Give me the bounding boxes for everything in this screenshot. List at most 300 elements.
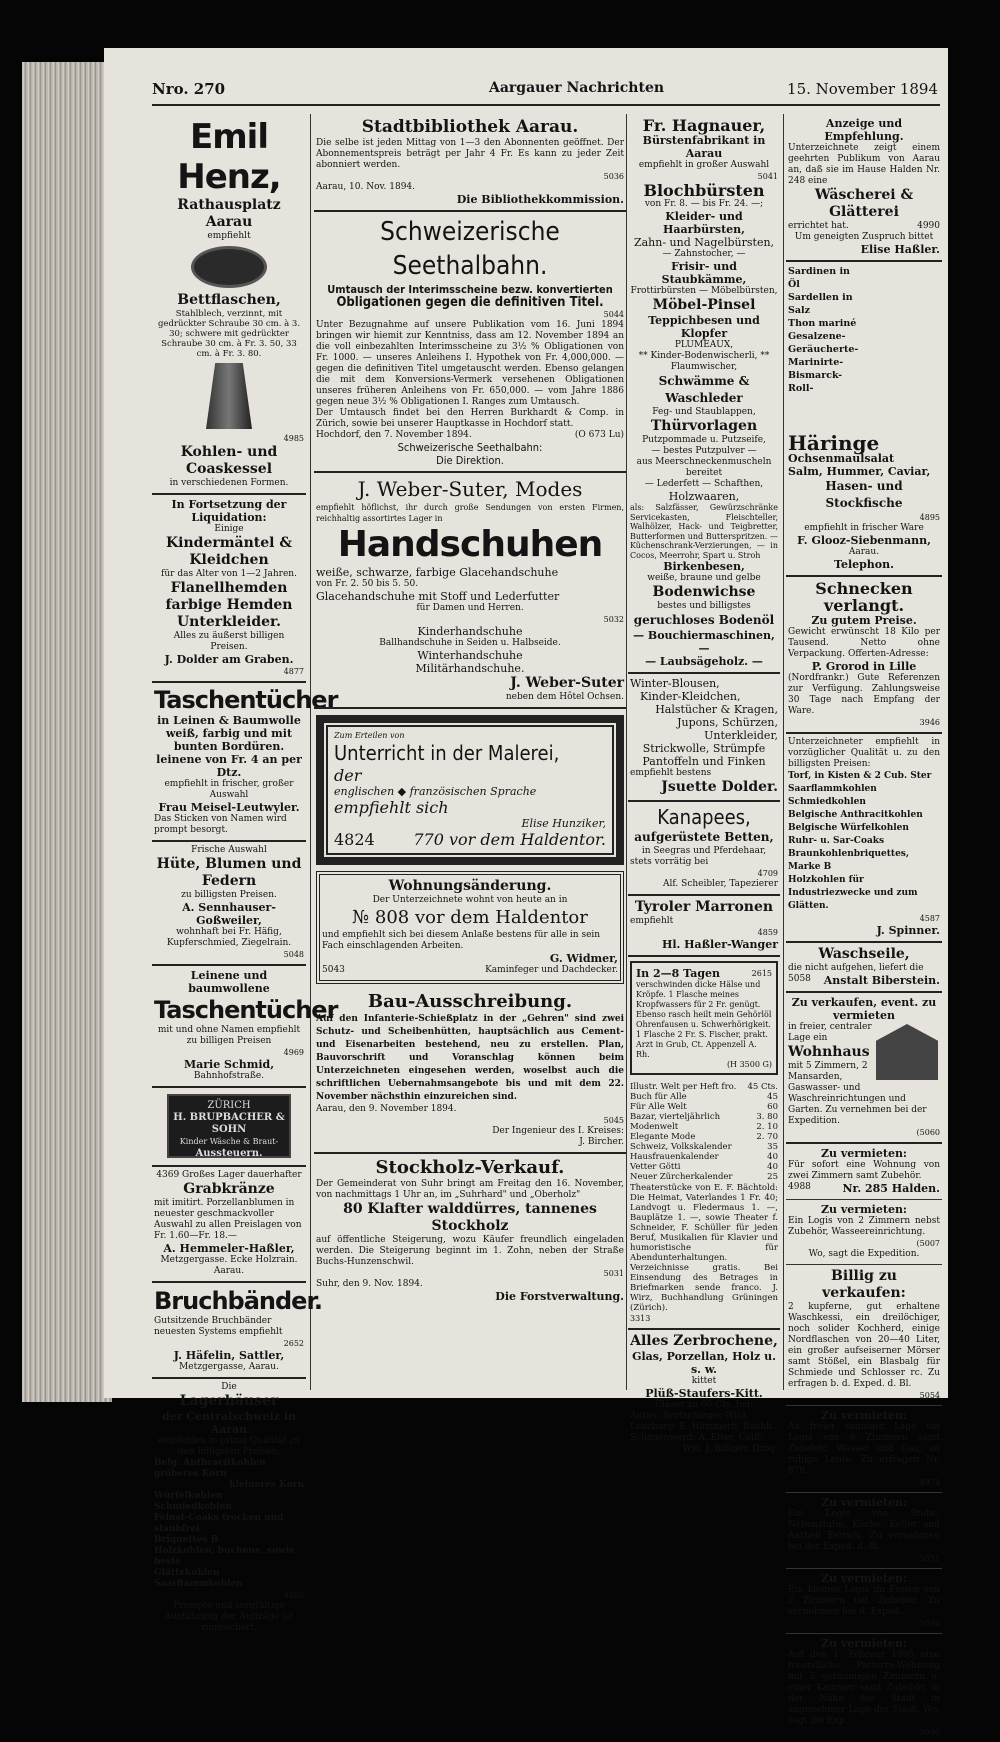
- ad-item: Bodenwichse: [652, 584, 756, 600]
- price-value: 40: [767, 1152, 778, 1162]
- ad-text: verschwinden dicke Hälse und Kröpfe. 1 Flasche meines Kropfwassers für 2 Fr. genügt. Ebenso rasch heilt mein Gehörlöl Ohrenfausen u. Schwerhörigkeit. 1 Flasche 2 Fr. S. Fischer, prakt. Arzt in Grub, Ct. Appenzell A. Rh.: [636, 980, 772, 1059]
- ad-title: Stockholz-Verkauf.: [375, 1157, 565, 1178]
- ad-item: Strickwolle, Strümpfe: [642, 742, 766, 755]
- ad-title: Bau-Ausschreibung.: [367, 991, 573, 1012]
- ad-signature: J. Dolder am Graben.: [164, 653, 294, 666]
- ad-headline: Wäscherei & Glätterei: [814, 187, 914, 220]
- product-list: [788, 770, 940, 913]
- ad-item: Birkenbesen,: [663, 560, 745, 573]
- ad-headline: 80 Klafter walddürres, tannenes Stockholz: [343, 1201, 597, 1234]
- ad-item: Holzwaaren,: [668, 490, 740, 503]
- ad-title: Kanapees,: [657, 805, 751, 829]
- column-2: [314, 114, 626, 1390]
- price-row: [630, 1172, 778, 1182]
- ad-number: 5044: [603, 310, 624, 319]
- ad-title: J. Weber-Suter, Modes: [357, 477, 583, 501]
- ad-verkaufen: [786, 1265, 942, 1406]
- price-item: Bazar, vierteljährlich: [630, 1112, 721, 1122]
- ad-text: empfiehlt: [207, 231, 251, 241]
- ad-price-list: [628, 1079, 780, 1330]
- ad-text: von Fr. 2. 50 bis 5. 50.: [316, 579, 419, 589]
- ad-wohnhaus: [786, 993, 942, 1144]
- ad-item: Feg- und Staublappen,: [652, 407, 756, 417]
- ad-item: Teppichbesen und Klopfer: [648, 314, 760, 340]
- ad-subtitle: Zu gutem Preise.: [811, 614, 917, 627]
- ad-lagerhaeuser: [152, 1379, 306, 1638]
- ad-text: in Leinen & Baumwolle weiß, farbig und mit bunten Bordüren.: [157, 714, 301, 753]
- ad-item: Putzpommade u. Putzseife,: [642, 435, 766, 445]
- ad-title: Stadtbibliothek Aarau.: [361, 117, 579, 137]
- ad-number: 5043: [322, 965, 345, 975]
- ad-number: 5054: [919, 1391, 940, 1400]
- ad-number: 4985: [283, 434, 304, 443]
- ad-footer: [334, 830, 606, 849]
- ad-text: Auf den Infanterie-Schießplatz in der „Gehren" sind zwei Schutz- und Scheibenhütten, hauptsächlich aus Cement- und Eisenarbeiten bestehend, neu zu erstellen. Plan, Bauvorschrift und Voranschlag können beim Unterzeichneten eingesehen werden, woselbst auch die schriftlichen Uebernahmsangebote bis und mit dem 22. November nächsthin einzureichen sind.: [316, 1014, 624, 1102]
- ad-title: Schweizerische Seethalbahn.: [380, 217, 560, 281]
- ad-title: Zu vermieten:: [821, 1572, 907, 1585]
- ad-item: Bettflaschen,: [177, 292, 281, 308]
- product-item: Braunkohlenbriquettes, Marke B: [788, 849, 909, 872]
- ad-number: 4587: [919, 914, 940, 923]
- ad-title: Zu vermieten:: [821, 1637, 907, 1650]
- ad-vermieten-5: [786, 1569, 942, 1634]
- ad-subtitle: englischen ◆ französischen Sprache: [334, 785, 537, 798]
- ad-signature: Die Forstverwaltung.: [495, 1290, 624, 1303]
- ad-text: Kaminfeger und Dachdecker.: [485, 965, 618, 975]
- ad-number: (5007: [916, 1239, 940, 1248]
- ad-text: als: Salzfässer, Gewürzschränke Servicekasten, Fleischteller, Walhölzer, Hack- und Teigbretter, Butterformen und Butterspritzen. — Küchenschrank-Verzierungen, — in Cocos, Meerrohr, Spart u. Stroh: [630, 503, 778, 560]
- price-value: 45 Cts.: [747, 1082, 778, 1092]
- logo-text: Aussteuern.: [195, 1148, 263, 1159]
- ad-item: Jupons, Schürzen,: [677, 716, 778, 729]
- ad-number: 4969: [283, 1048, 304, 1057]
- ad-text: kittet: [691, 1376, 717, 1386]
- ad-headline: Blochbürsten: [643, 181, 765, 200]
- ad-headline: Handschuhen: [337, 524, 603, 565]
- ad-text: Wo, sagt die Expedition.: [808, 1249, 920, 1259]
- ad-item: farbige Hemden: [165, 597, 293, 613]
- price-item: Schweiz, Volkskalender: [630, 1142, 732, 1152]
- ad-number: 4988: [788, 1182, 811, 1192]
- product-item: Feinst-Coaks trocken und staubfrei: [154, 1513, 284, 1534]
- ad-text: Gläser zu 60 Cts. bei:: [654, 1400, 754, 1410]
- ad-title: Anzeige und Empfehlung.: [824, 117, 904, 143]
- price-item: Neuer Zürcherkalender: [630, 1172, 733, 1182]
- ad-text: Alles zu äußerst billigen Preisen.: [173, 631, 285, 652]
- ad-date: Aarau, 10. Nov. 1894.: [316, 182, 416, 192]
- ad-item: Unterkleider.: [176, 614, 282, 630]
- ad-item: Militärhandschuhe.: [415, 662, 525, 675]
- ad-text: Die selbe ist jeden Mittag von 1—3 den Abonnenten geöffnet. Der Abonnementspreis beträgt per Jahr 4 Fr. Es kann zu jeder Zeit abonniert werden.: [316, 138, 624, 170]
- ad-spinner: [786, 734, 942, 943]
- ad-text: in Seegras und Pferdehaar,: [641, 846, 767, 856]
- ad-signature: G. Widmer,: [549, 952, 618, 965]
- ad-item: Kinderhandschuhe: [417, 625, 523, 638]
- price-row: [630, 1122, 778, 1132]
- ad-item: Winterhandschuhe: [417, 649, 523, 662]
- ad-text: die nicht aufgehen, liefert die: [788, 963, 924, 973]
- brupbacher-logo: [167, 1094, 291, 1158]
- ad-item: bestes und billigstes: [657, 601, 751, 611]
- ad-headline: Häringe: [788, 431, 880, 455]
- ad-vermieten-6: [786, 1634, 942, 1742]
- ad-subtitle: der Centralschweiz in Aarau: [161, 1410, 297, 1436]
- ad-address: 770 vor dem Haldentor.: [413, 830, 606, 849]
- ad-item: Ballhandschuhe in Seiden u. Halbseide.: [379, 638, 561, 648]
- price-row: [630, 1112, 778, 1122]
- ad-headline: Wohnhaus: [788, 1044, 870, 1060]
- ad-item: Schwämme & Waschleder: [658, 374, 750, 405]
- price-row: [630, 1092, 778, 1102]
- product-item: Geräucherte-: [788, 344, 859, 355]
- issue-date: 15. November 1894: [787, 80, 938, 98]
- ad-item: Ochsenmaulsalat: [788, 452, 895, 465]
- ad-number: 3313: [630, 1314, 651, 1323]
- product-item: Roll-: [788, 383, 814, 394]
- price-value: 40: [767, 1162, 778, 1172]
- ad-signature: F. Glooz-Siebenmann,: [797, 534, 931, 547]
- ad-number: 2652: [283, 1339, 304, 1348]
- ad-text: Der Unterzeichnete wohnt von heute an in: [372, 895, 568, 905]
- ad-henz: [152, 114, 306, 495]
- ad-text: Ein kleines Logis im Freien von 2 Zimmern mit Zubehör. Zu vernehmen bei d. Exped.: [788, 1585, 940, 1617]
- column-divider: [310, 114, 311, 1390]
- ad-wohnungsaenderung: [316, 871, 624, 984]
- ad-item: Thürvorlagen: [650, 418, 758, 434]
- price-item: Buch für Alle: [630, 1092, 687, 1102]
- ad-taschentuecher: [152, 683, 338, 842]
- ad-bruchbaender: [152, 1283, 322, 1379]
- ad-number: 5045: [603, 1116, 624, 1125]
- ad-huete: [152, 842, 306, 966]
- ad-signature: A. Sennhauser-Goßweiler,: [182, 901, 276, 927]
- ad-title: Lagerhäuser: [179, 1393, 279, 1409]
- ad-text: für Damen und Herren.: [416, 603, 524, 613]
- ad-headline: Plüß-Staufers-Kitt.: [645, 1387, 763, 1400]
- ad-number: 4709: [757, 869, 778, 878]
- ad-text: empfiehlt sich: [334, 798, 449, 817]
- ad-date: Suhr, den 9. Nov. 1894.: [316, 1279, 423, 1289]
- ad-vermieten-1: [786, 1144, 942, 1200]
- price-item: Elegante Mode: [630, 1132, 696, 1142]
- logo-text: H. BRUPBACHER & SOHN: [173, 1112, 285, 1135]
- ad-stockholz: [314, 1154, 626, 1307]
- ad-haeringe: [786, 262, 942, 577]
- price-value: 25: [767, 1172, 778, 1182]
- ad-number: 5032: [603, 615, 624, 624]
- ad-title: Zu vermieten:: [821, 1409, 907, 1422]
- ad-row: [788, 221, 940, 232]
- ad-dateline: [316, 430, 624, 441]
- ad-title: Fr. Hagnauer,: [642, 116, 766, 135]
- newspaper-title: Aargauer Nachrichten: [489, 80, 665, 96]
- ad-text: zu billigsten Preisen.: [181, 890, 277, 900]
- ad-title: Alles Zerbrochene,: [630, 1333, 778, 1349]
- product-item: Sardellen in Salz: [788, 292, 853, 316]
- ad-heading-row: [636, 967, 772, 980]
- ad-text: mit und ohne Namen empfiehlt zu billigen Preisen: [157, 1025, 301, 1046]
- ad-title: Zu vermieten:: [821, 1496, 907, 1509]
- ad-title: Zu vermieten:: [821, 1147, 907, 1160]
- price-item: Vetter Götti: [630, 1162, 681, 1172]
- price-value: 2. 10: [756, 1122, 778, 1132]
- ad-headline: № 808 vor dem Haldentor: [352, 907, 588, 928]
- ad-text: Metzgergasse, Aarau.: [179, 1362, 279, 1372]
- ad-text: empfiehlt in großer Auswahl: [638, 160, 770, 170]
- ad-number: 5090: [919, 1728, 940, 1737]
- ad-number: 5048: [283, 950, 304, 959]
- ad-text: Um geneigten Zuspruch bittet: [794, 232, 934, 242]
- ad-text: Aarau: Bertschinger-Wild.: [630, 1411, 749, 1421]
- column-4: [786, 114, 942, 1737]
- ad-text: 4369 Großes Lager dauerhafter: [156, 1170, 302, 1180]
- ad-text: empfiehlt: [630, 916, 674, 926]
- ad-seethalbahn: [314, 212, 626, 473]
- product-item: Briquettes B: [154, 1535, 219, 1545]
- ad-item: Winter-Blousen,: [630, 677, 720, 690]
- ad-marronen: [628, 896, 780, 957]
- ad-item: PLUMEAUX,: [674, 340, 734, 350]
- product-item: Saarflammkohlen: [154, 1579, 243, 1589]
- product-list: [154, 1458, 304, 1590]
- book-page-edges: [22, 62, 112, 1402]
- ad-text: neben dem Hôtel Ochsen.: [505, 692, 624, 702]
- price-item: Illustr. Welt per Heft fro.: [630, 1082, 737, 1092]
- ad-text: Leinene und baumwollene: [188, 969, 270, 995]
- ad-vermieten-2: [786, 1200, 942, 1265]
- column-divider: [783, 114, 784, 1390]
- ad-number: 5041: [757, 172, 778, 181]
- ad-text: mit imitirt. Porzellanblumen in neuester geschmackvoller Auswahl zu allen Preislagen von Fr. 1.60—Fr. 18.—: [154, 1198, 302, 1241]
- ad-item: Halstücher & Kragen,: [655, 703, 778, 716]
- ad-item: Flaumwischer,: [670, 362, 738, 372]
- price-row: [630, 1082, 778, 1092]
- ad-text: Der Umtausch findet bei den Herren Burkhardt & Comp. in Zürich, sowie bei unserer Hauptkasse in Hochdorf statt.: [316, 408, 624, 429]
- ad-title: Billig zu verkaufen:: [822, 1268, 906, 1301]
- ad-signature: Hl. Haßler-Wanger: [661, 938, 778, 951]
- ad-text: Das Sticken von Namen wird prompt besorgt.: [154, 814, 287, 835]
- ad-signature: Frau Meisel-Leutwyler.: [158, 801, 300, 814]
- product-item: Schmiedkohlen: [154, 1502, 232, 1512]
- ad-text: errichtet hat.: [788, 221, 849, 231]
- ad-code: (5060: [916, 1128, 940, 1137]
- ad-signature: P. Grorod in Lille: [811, 660, 917, 673]
- ad-address: Rathausplatz Aarau: [177, 197, 281, 230]
- column-3: [628, 114, 780, 1454]
- product-item: Bismarck-: [788, 370, 843, 381]
- ad-signature: J. Bircher.: [579, 1137, 624, 1147]
- price-row: [630, 1152, 778, 1162]
- product-item: Würfelkohlen: [154, 1491, 223, 1501]
- product-item: Saarflammkohlen: [788, 784, 877, 794]
- ad-number: 5058: [788, 974, 811, 984]
- product-item: Ruhr- u. Sar-Coaks: [788, 836, 885, 846]
- ad-title: In Fortsetzung der Liquidation:: [171, 498, 287, 524]
- ad-text: Zum Erteilen von: [334, 731, 405, 740]
- ad-text: wohnhaft bei Fr. Häfig, Kupferschmied, Ziegelrain.: [166, 927, 292, 948]
- ad-title: Grabkränze: [183, 1181, 275, 1197]
- ad-signature: J. Spinner.: [876, 924, 940, 937]
- bed-warmer-illustration: [191, 246, 267, 288]
- product-item: kleineres Korn: [229, 1480, 304, 1490]
- ad-item: ** Kinder-Bodenwischerli, **: [638, 351, 770, 361]
- ad-number: 4895: [919, 513, 940, 522]
- ad-item: aus Meerschneckenmuscheln bereitet: [636, 457, 772, 478]
- ad-number: 5051: [919, 1554, 940, 1563]
- coal-scuttle-illustration: [206, 363, 252, 429]
- ad-title: Wohnungsänderung.: [388, 878, 552, 894]
- ad-text: und empfiehlt sich bei diesem Anlaße bestens für alle in sein Fach einschlagenden Arbeiten.: [322, 930, 601, 951]
- ad-text: Unterzeichnete zeigt einem geehrten Publikum von Aarau an, daß sie im Hause Halden Nr. 248 eine: [788, 143, 940, 186]
- product-item: Holzkohlen für Industriezwecke und zum Glätten.: [788, 875, 918, 911]
- ad-signature: Jsuette Dolder.: [661, 779, 778, 795]
- price-item: Für Alle Welt: [630, 1102, 687, 1112]
- ad-text: (Nordfrankr.) Gute Referenzen zur Verfügung. Zahlungsweise 30 Tage nach Empfang der Ware.: [788, 673, 940, 716]
- ad-item: Frisir- und Staubkämme,: [661, 260, 747, 286]
- ad-signature: J. Weber-Suter: [510, 675, 624, 691]
- ad-title: Zu verkaufen, event. zu vermieten: [791, 996, 937, 1022]
- ad-subtitle: Umtausch der Interimsscheine bezw. konvertierten: [327, 283, 613, 296]
- ad-text: Unter Bezugnahme auf unsere Publikation vom 16. Juni 1894 bringen wir hiemit zur Kenntniss, dass am 12. November 1894 an die voll einbezahlten Interimsscheine zu 3½ % Obligationen von Fr. 1000. — unseres Anleihens I. Hypothek von Fr. 4,000,000. — gegen die definitiven Titel umgetauscht werden. Ebenso gelangen die mit dem Konversions-Vermerk versehenen Obligationen unseres früheren Anleihens von Fr. 650,000. — vom Jahre 1886 gegen neue 3½ % Obligationen I. Ranges zum Umtausch.: [316, 320, 624, 407]
- price-row: [630, 1142, 778, 1152]
- logo-text: Kinder Wäsche & Braut-: [179, 1137, 279, 1146]
- price-row: [630, 1102, 778, 1112]
- ad-text: Ein Logis von 2 Zimmern nebst Zubehör, Wasseereinrichtung.: [788, 1216, 940, 1237]
- ad-text: Gewicht erwünscht 18 Kilo per Tausend. Netto ohne Verpackung. Offerten-Adresse:: [788, 627, 940, 659]
- ad-title: Taschentücher: [154, 686, 338, 714]
- ad-hagnauer: [628, 114, 780, 674]
- ad-number: 4859: [757, 928, 778, 937]
- ad-row: [788, 1182, 940, 1195]
- ad-subtitle: aufgerüstete Betten,: [634, 830, 774, 844]
- ad-title: Emil Henz,: [177, 117, 281, 197]
- ad-signature: Die Bibliothekkommission.: [456, 193, 624, 206]
- ad-winter: [628, 674, 780, 802]
- page-number: Nro. 270: [152, 80, 226, 98]
- ad-text: Metzgergasse. Ecke Holzrain. Aarau.: [160, 1255, 298, 1276]
- ad-text: der: [334, 766, 362, 785]
- ad-item: von Fr. 8. — bis Fr. 24. —;: [644, 199, 764, 209]
- ad-text: Aarau.: [848, 547, 880, 557]
- ad-signature: Alf. Scheibler, Tapezierer: [663, 879, 778, 889]
- ad-kanapees: [628, 802, 780, 896]
- price-value: 3. 80: [756, 1112, 778, 1122]
- ad-text: empfiehlt bestens: [630, 768, 712, 778]
- ad-brupbacher: [152, 1088, 306, 1167]
- ad-text: empfiehlt höflichst, ihr durch große Sendungen von ersten Firmen, reichhaltig assortirtes Lager in: [316, 503, 624, 523]
- ad-signature: J. Häfelin, Sattler,: [173, 1349, 285, 1362]
- ad-title: Schnecken verlangt.: [815, 579, 913, 615]
- ad-signature: Elise Hunziker,: [521, 817, 606, 830]
- ad-item: — Zahnstocher, —: [662, 249, 746, 259]
- ad-text: Die: [221, 1382, 237, 1392]
- ad-number: 4877: [283, 667, 304, 676]
- ad-signature: Marie Schmid,: [183, 1058, 275, 1071]
- ad-text: Der Gemeinderat von Suhr bringt am Freitag den 16. November, von nachmittags 1 Uhr an, im „Suhrhard" und „Oberholz": [316, 1179, 624, 1200]
- ad-kropf: [630, 961, 778, 1075]
- ad-number: 4990: [917, 221, 940, 231]
- ad-item: Möbel-Pinsel: [652, 297, 756, 313]
- price-value: 60: [767, 1102, 778, 1112]
- ad-signature: Der Ingenieur des I. Kreises:: [492, 1126, 624, 1136]
- ad-text: Auf den 1. Februar 1895 eine freundliche Parterre-Wohnung mit 2 geräumigen Zimmern u. einer Kammer samt Zubehör, in der Nähe der Stadt in angenehmer Lage der Stadt. Wo, sagt die Exp.: [788, 1650, 940, 1726]
- product-item: Glättekohlen: [154, 1568, 220, 1578]
- ad-text: empfiehlt in frischer Ware: [804, 523, 924, 533]
- price-value: 2. 70: [756, 1132, 778, 1142]
- ad-text: Lenzburg: E. Hämmerli, Buchh.: [630, 1422, 775, 1432]
- product-item: Sardinen in Öl: [788, 266, 850, 290]
- ad-text: mit 5 Zimmern, 2 Mansarden, Gaswasser- und Waschreinrichtungen und Garten. Zu vernehmen bei der Expedition.: [788, 1061, 927, 1126]
- ad-signature: Nr. 285 Halden.: [842, 1182, 940, 1195]
- ad-title: Waschseile,: [818, 946, 910, 962]
- ad-item: Zahn- und Nagelbürsten,: [633, 236, 775, 249]
- ad-malerei: [316, 715, 624, 865]
- product-item: Marinirte-: [788, 357, 844, 368]
- ad-signature: Die Direktion.: [436, 454, 504, 467]
- product-item: Schmiedkohlen: [788, 797, 866, 807]
- ad-schnecken: [786, 577, 942, 734]
- price-value: 45: [767, 1092, 778, 1102]
- ad-signature: A. Hemmeler-Haßler,: [163, 1242, 295, 1255]
- ad-bauausschreibung: [314, 988, 626, 1154]
- ad-vermieten-3: [786, 1406, 942, 1493]
- ad-item: Pantoffeln und Finken: [642, 755, 766, 768]
- price-item: Modenwelt: [630, 1122, 679, 1132]
- ad-item: — Lederfett — Schafthen,: [644, 479, 764, 489]
- ad-grabkraenze: [152, 1167, 306, 1283]
- ad-item: weiße, schwarze, farbige Glacehandschuhe: [316, 566, 559, 579]
- ad-number: 5094: [919, 1619, 940, 1628]
- ad-text: leinene von Fr. 4 an per Dtz.: [156, 753, 302, 779]
- ad-stadtbibliothek: [314, 114, 626, 212]
- ad-text: Prompte und sorgfältige Ausführung der Aufträge ist zugesichert.: [164, 1601, 294, 1633]
- ad-subtitle: Bürstenfabrikant in Aarau: [642, 134, 766, 160]
- ad-item: Kleider- und Haarbürsten,: [662, 210, 746, 236]
- ad-item: Frottirbürsten — Möbelbürsten,: [630, 286, 778, 296]
- logo-text: ZÜRICH: [207, 1100, 251, 1111]
- ad-item: — Laubsägeholz. —: [645, 655, 763, 668]
- ad-item: — Bouchiermaschinen, —: [633, 629, 775, 655]
- ad-text: Ein Logis von Stube, Nebenstube, Küche, Keller und Antheil Estrich. Zu vernehmen bei der Exped. d. Bl.: [788, 1509, 940, 1552]
- ad-item: Glacehandschuhe mit Stoff und Lederfutter: [316, 590, 560, 603]
- ad-text: 2 kupferne, gut erhaltene Waschkessi, ein dreilöchiger, noch solider Kochherd, einige Nordflaschen von 20—40 Liter, ein großer aufseiserner Mörser samt Stößel, ein Blasbalg für Schmiede und Schlosser rc. Zu erfragen b. d. Exped. d. Bl.: [788, 1302, 940, 1389]
- ad-item: Salm, Hummer, Caviar,: [788, 465, 931, 478]
- price-value: 35: [767, 1142, 778, 1152]
- ad-code: (O 673 Lu): [574, 430, 624, 440]
- ad-text: Gutsitzende Bruchbänder neuesten Systems empfiehlt: [154, 1316, 283, 1337]
- ad-waescherei: [786, 114, 942, 262]
- ad-text: für das Alter von 1—2 Jahren.: [161, 569, 297, 579]
- ad-title: Bruchbänder.: [154, 1287, 322, 1315]
- ad-item: Flanellhemden: [170, 580, 288, 596]
- product-list: [788, 265, 858, 395]
- column-divider: [626, 114, 627, 1390]
- ad-text: Theaterstücke von E. F. Bächtold: Die Heimat, Vaterlandes 1 Fr. 40; Landvogt u. Fledermaus 1. —, Bauplätze 1. —, sowie Theater f. Schneider, F. Schüller für jeden Beruf, Musikalien für Klavier und humoristische für Abendunterhaltungen. Verzeichnisse gratis. Bei Einsendung des Betrages in Briefmarken sende franco. J. Wirz, Buchhandlung Grüningen (Zürich).: [630, 1183, 778, 1313]
- ad-text: stets vorrätig bei: [630, 857, 709, 867]
- ad-text: Telephon.: [834, 558, 894, 571]
- product-item: Thon mariné: [788, 318, 857, 329]
- product-item: Belg. Anthracitkohlen gröberes Korn: [154, 1458, 266, 1479]
- ad-number: 5036: [603, 172, 624, 181]
- ad-number: 4824: [334, 830, 375, 849]
- ad-subtitle: Obligationen gegen die definitiven Titel.: [336, 295, 604, 310]
- ad-title: Zu vermieten:: [821, 1203, 907, 1216]
- ad-item: Kinder-Kleidchen,: [640, 690, 741, 703]
- product-item: Torf, in Kisten & 2 Cub. Ster: [788, 771, 932, 781]
- ad-zerbrochen: [628, 1330, 780, 1459]
- ad-item: Hasen- und Stockfische: [825, 479, 903, 510]
- ad-vermieten-4: [786, 1493, 942, 1569]
